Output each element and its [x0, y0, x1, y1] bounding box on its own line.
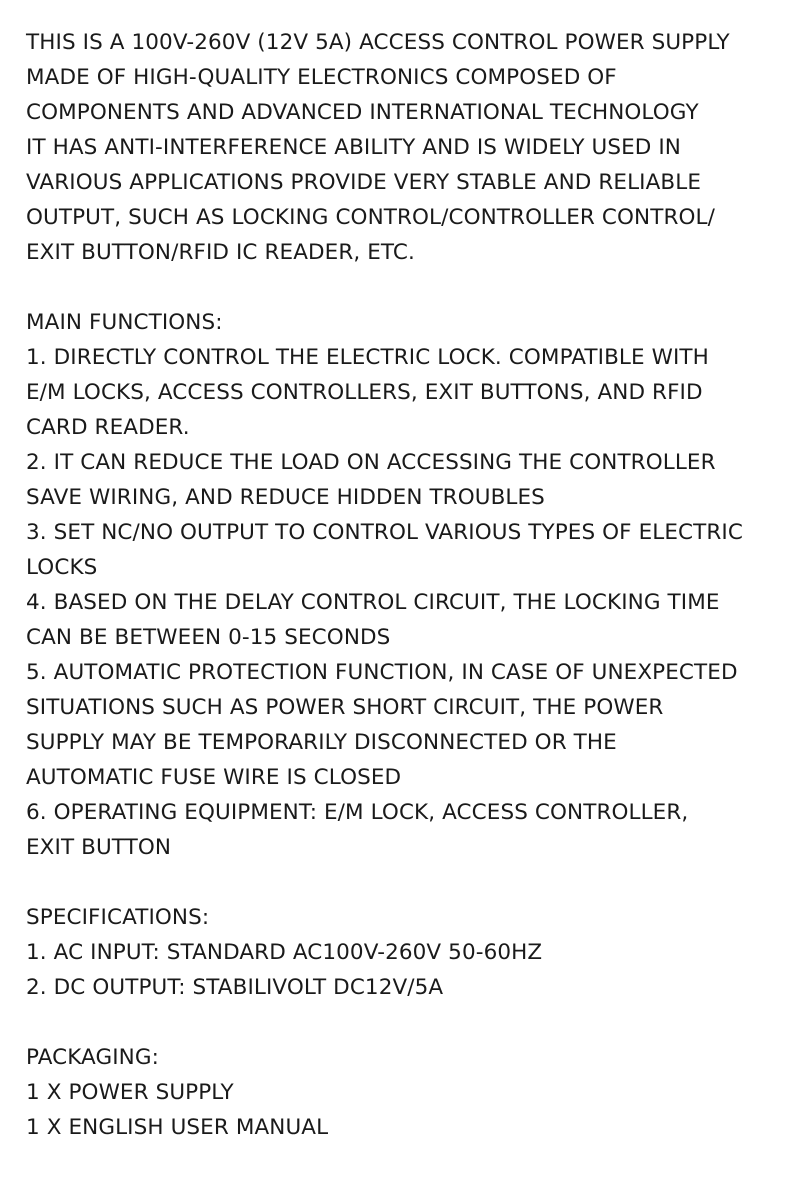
- main-functions-line: CARD READER.: [26, 415, 190, 440]
- specifications-line: 2. DC OUTPUT: STABILIVOLT DC12V/5A: [26, 975, 444, 1000]
- specifications-line: 1. AC INPUT: STANDARD AC100V-260V 50-60HZ: [26, 940, 543, 965]
- product-description: [26, 25, 786, 1145]
- specifications-heading: SPECIFICATIONS:: [26, 905, 210, 930]
- main-functions-line: 2. IT CAN REDUCE THE LOAD ON ACCESSING THE CONTROLLER: [26, 450, 716, 475]
- main-functions-line: 1. DIRECTLY CONTROL THE ELECTRIC LOCK. COMPATIBLE WITH: [26, 345, 709, 370]
- main-functions-line: SUPPLY MAY BE TEMPORARILY DISCONNECTED OR THE: [26, 730, 617, 755]
- intro-line: COMPONENTS AND ADVANCED INTERNATIONAL TECHNOLOGY: [26, 100, 699, 125]
- main-functions-line: LOCKS: [26, 555, 98, 580]
- main-functions-heading: MAIN FUNCTIONS:: [26, 310, 223, 335]
- main-functions-line: 6. OPERATING EQUIPMENT: E/M LOCK, ACCESS CONTROLLER,: [26, 800, 689, 825]
- main-functions-line: EXIT BUTTON: [26, 835, 172, 860]
- main-functions-line: 3. SET NC/NO OUTPUT TO CONTROL VARIOUS TYPES OF ELECTRIC: [26, 520, 743, 545]
- packaging-line: 1 X POWER SUPPLY: [26, 1080, 234, 1105]
- main-functions-line: SITUATIONS SUCH AS POWER SHORT CIRCUIT, THE POWER: [26, 695, 664, 720]
- packaging-section: [26, 1040, 786, 1145]
- intro-line: MADE OF HIGH-QUALITY ELECTRONICS COMPOSED OF: [26, 65, 617, 90]
- main-functions-line: AUTOMATIC FUSE WIRE IS CLOSED: [26, 765, 402, 790]
- main-functions-line: SAVE WIRING, AND REDUCE HIDDEN TROUBLES: [26, 485, 545, 510]
- main-functions-line: 5. AUTOMATIC PROTECTION FUNCTION, IN CASE OF UNEXPECTED: [26, 660, 738, 685]
- specifications-section: [26, 900, 786, 1005]
- intro-paragraph: [26, 25, 786, 270]
- intro-line: IT HAS ANTI-INTERFERENCE ABILITY AND IS WIDELY USED IN: [26, 135, 681, 160]
- packaging-heading: PACKAGING:: [26, 1045, 159, 1070]
- main-functions-line: CAN BE BETWEEN 0-15 SECONDS: [26, 625, 391, 650]
- intro-line: VARIOUS APPLICATIONS PROVIDE VERY STABLE AND RELIABLE: [26, 170, 702, 195]
- main-functions-line: E/M LOCKS, ACCESS CONTROLLERS, EXIT BUTTONS, AND RFID: [26, 380, 703, 405]
- main-functions-section: [26, 305, 786, 865]
- packaging-line: 1 X ENGLISH USER MANUAL: [26, 1115, 329, 1140]
- intro-line: EXIT BUTTON/RFID IC READER, ETC.: [26, 240, 415, 265]
- section-spacer: [26, 1005, 786, 1040]
- main-functions-line: 4. BASED ON THE DELAY CONTROL CIRCUIT, THE LOCKING TIME: [26, 590, 720, 615]
- intro-line: OUTPUT, SUCH AS LOCKING CONTROL/CONTROLLER CONTROL/: [26, 205, 715, 230]
- section-spacer: [26, 865, 786, 900]
- section-spacer: [26, 270, 786, 305]
- intro-line: THIS IS A 100V-260V (12V 5A) ACCESS CONTROL POWER SUPPLY: [26, 30, 730, 55]
